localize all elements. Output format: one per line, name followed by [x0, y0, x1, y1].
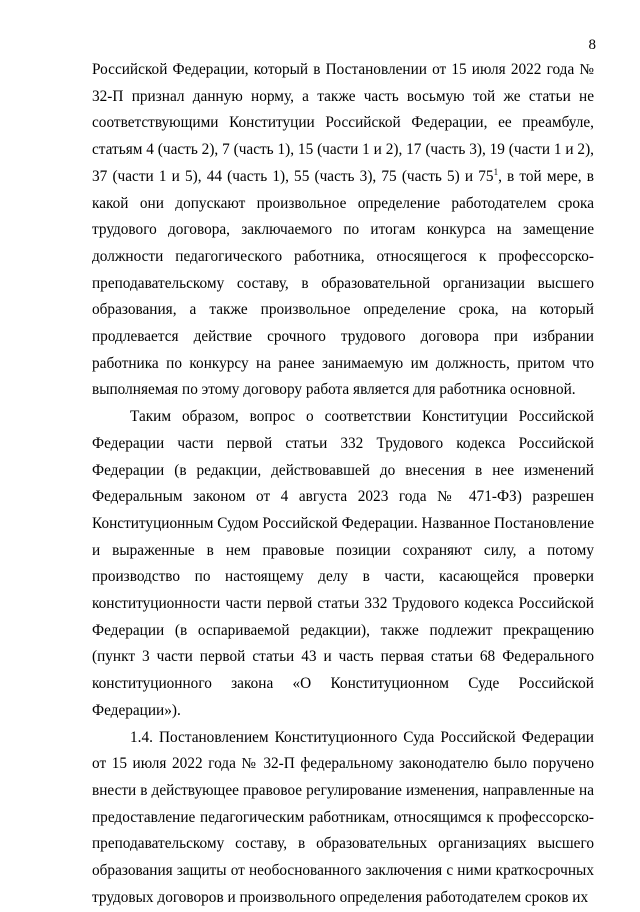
paragraph-conclusion: Таким образом, вопрос о соответствии Конституции Российской Федерации части первой статьи 332 Трудового кодекса Российской Федерации (в редакции, действовавшей до внесения в нее изменений Федеральным законом от 4 августа 2023 года № 471-ФЗ) разрешен Конституционным Судом Российской Федерации. Названное Постановление и выраженные в нем правовые позиции сохраняют силу, а потому производство по настоящему делу в части, касающейся проверки конституционности части первой статьи 332 Трудового кодекса Российской Федерации (в оспариваемой редакции), также подлежит прекращению (пункт 3 части первой статьи 43 и часть первая статьи 68 Федерального конституционного закона «О Конституционном Суде Российской Федерации»).: [92, 408, 594, 719]
paragraph-continuation: [92, 57, 594, 404]
superscript-article-index: 1: [493, 166, 499, 177]
paragraph-text-tail: , в той мере, в какой они допускают произвольное определение работодателем срока трудового договора, заключаемого по итогам конкурса на замещение должности педагогического работника, относящегося к профессорско-преподавательскому составу, в образовательной организации высшего образования, а также произвольное определение срока, на который продлевается действие срочного трудового договора при избрании работника по конкурсу на ранее занимаемую им должность, притом что выполняемая по этому договору работа является для работника основной.: [92, 167, 594, 399]
page-number: 8: [588, 37, 596, 53]
paragraph-text: Российской Федерации, который в Постановлении от 15 июля 2022 года № 32-П признал данную норму, а также часть восьмую той же статьи не соответствующими Конституции Российской Федерации, ее преамбуле, статьям 4 (часть 2), 7 (часть 1), 15 (части 1 и 2), 17 (часть 3), 19 (части 1 и 2), 37 (части 1 и 5), 44 (часть 1), 55 (часть 3), 75 (часть 5) и 75: [92, 61, 594, 185]
paragraph-section-1-4: 1.4. Постановлением Конституционного Суда Российской Федерации от 15 июля 2022 года № 32-П федеральному законодателю было поручено внести в действующее правовое регулирование изменения, направленные на предоставление педагогическим работникам, относящимся к профессорско-преподавательскому составу, в образовательных организациях высшего образования защиты от необоснованного заключения с ними краткосрочных трудовых договоров и произвольного определения работодателем сроков их: [92, 728, 594, 906]
document-body: [92, 57, 594, 912]
